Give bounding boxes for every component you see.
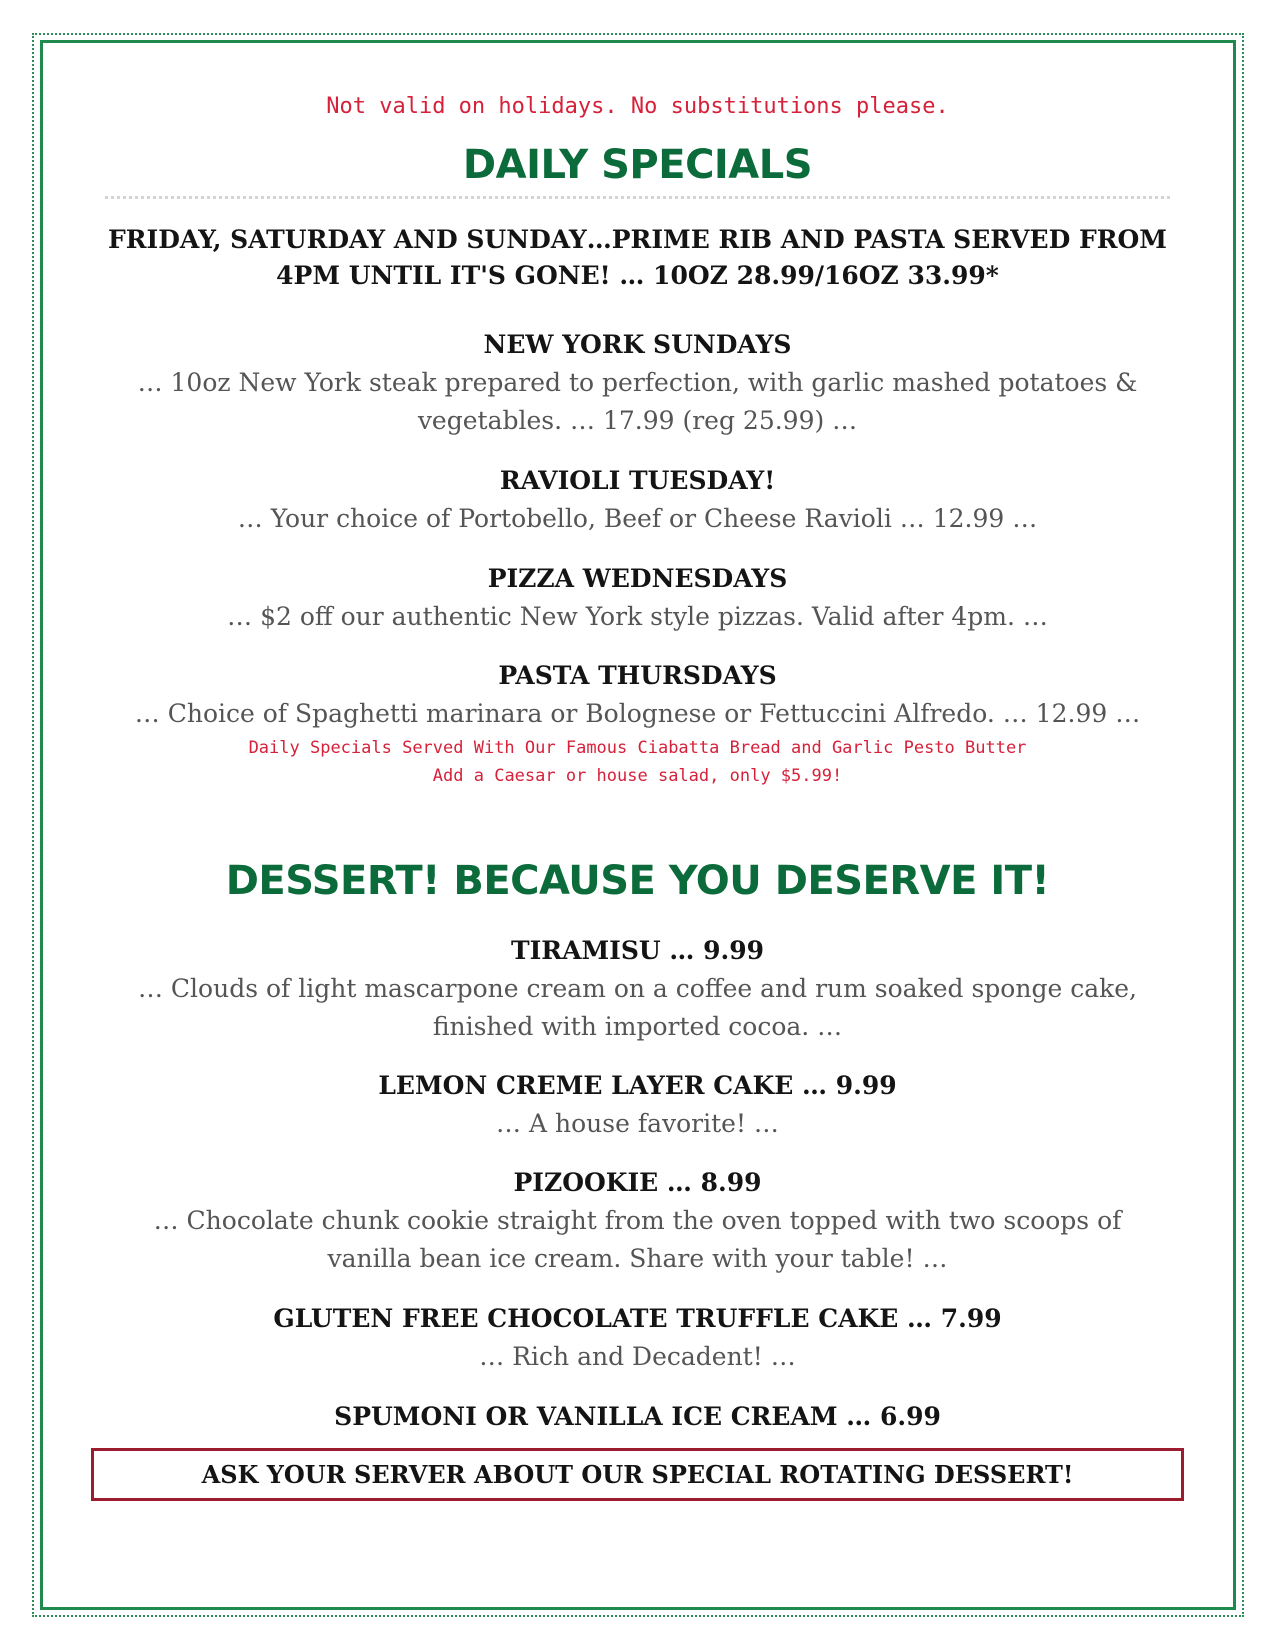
dessert-name-pizookie: PIZOOKIE … 8.99 (513, 1168, 762, 1197)
daily-specials-title: DAILY SPECIALS (462, 142, 813, 188)
special-name-ravioli: RAVIOLI TUESDAY! (499, 466, 776, 495)
dessert-desc-gf-truffle: … Rich and Decadent! … (479, 1342, 796, 1371)
dessert-name-tiramisu: TIRAMISU … 9.99 (511, 936, 764, 965)
rotating-dessert-callout (91, 1448, 1184, 1501)
dessert-desc-pizookie-2: vanilla bean ice cream. Share with your table! … (327, 1244, 948, 1273)
dessert-desc-pizookie-1: … Chocolate chunk cookie straight from the oven topped with two scoops of (153, 1206, 1122, 1235)
special-name-pasta: PASTA THURSDAYS (498, 661, 777, 690)
prime-rib-line2: 4PM UNTIL IT'S GONE! … 10OZ 28.99/16OZ 33.99* (276, 261, 999, 290)
special-desc-ravioli: … Your choice of Portobello, Beef or Cheese Ravioli … 12.99 … (237, 504, 1038, 533)
dessert-name-gf-truffle: GLUTEN FREE CHOCOLATE TRUFFLE CAKE … 7.99 (273, 1304, 1002, 1333)
dessert-desc-tiramisu-2: finished with imported cocoa. … (432, 1012, 843, 1041)
special-desc-pizza: … $2 off our authentic New York style pizzas. Valid after 4pm. … (227, 602, 1048, 631)
dotted-divider (105, 196, 1170, 199)
special-desc-pasta: … Choice of Spaghetti marinara or Bolognese or Fettuccini Alfredo. … 12.99 … (134, 699, 1141, 728)
specials-note-bread: Daily Specials Served With Our Famous Ciabatta Bread and Garlic Pesto Butter (248, 738, 1027, 758)
special-name-ny-sundays: NEW YORK SUNDAYS (483, 330, 792, 359)
dessert-desc-lemon: … A house favorite! … (496, 1109, 779, 1138)
dessert-title: DESSERT! BECAUSE YOU DESERVE IT! (225, 858, 1050, 904)
notice-text: Not valid on holidays. No substitutions please. (326, 94, 949, 119)
special-desc-ny-sundays-1: … 10oz New York steak prepared to perfection, with garlic mashed potatoes & (137, 368, 1138, 397)
callout-text: ASK YOUR SERVER ABOUT OUR SPECIAL ROTATING DESSERT! (201, 1460, 1074, 1489)
special-desc-ny-sundays-2: vegetables. … 17.99 (reg 25.99) … (417, 406, 858, 435)
special-name-pizza: PIZZA WEDNESDAYS (487, 564, 788, 593)
dessert-name-ice-cream: SPUMONI OR VANILLA ICE CREAM … 6.99 (334, 1402, 941, 1431)
dessert-desc-tiramisu-1: … Clouds of light mascarpone cream on a coffee and rum soaked sponge cake, (137, 974, 1137, 1003)
dessert-name-lemon: LEMON CREME LAYER CAKE … 9.99 (378, 1071, 897, 1100)
prime-rib-line1: FRIDAY, SATURDAY AND SUNDAY…PRIME RIB AND PASTA SERVED FROM (108, 225, 1167, 254)
specials-note-salad: Add a Caesar or house salad, only $5.99! (432, 766, 843, 786)
